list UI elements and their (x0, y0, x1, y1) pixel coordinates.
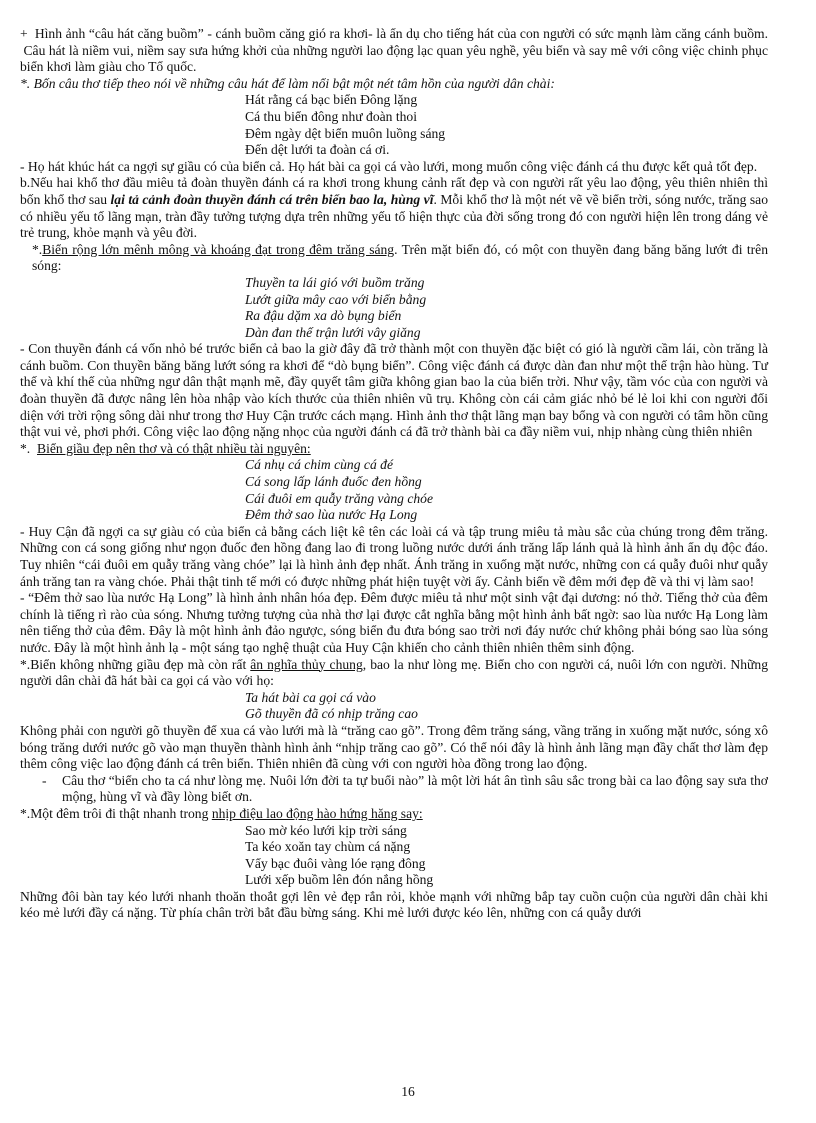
page-number: 16 (401, 1084, 415, 1099)
paragraph: - Con thuyền đánh cá vốn nhỏ bé trước biển cả bao la giờ đây đã trở thành một con thuyền đặc biệt có gió là người cầm lái, còn trăng là cánh buồm. Con thuyền băng băng lướt sóng ra khơi để “dò bụng biển”. Công việc đánh cá được dàn đan như một thế trận hào hùng. Tư thế và khí thế của những ngư dân thật mạnh mẽ, đầy quyết tâm giữa không gian bao la của biển trời. Như vậy, tầm vóc của con người và đoàn thuyền đã được nâng lên hòa nhập vào kích thước của thiên nhiên vũ trụ. Không còn cái cảm giác nhỏ bé lẻ loi khi con người đối diện với trời rộng sông dài như trong thơ Huy Cận trước cách mạng. Hình ảnh thơ thật lãng mạn bay bổng và con người có tâm hồn cũng thật vui vẻ, phơi phới. Công việc lao động nặng nhọc của người đánh cá đã trở thành bài ca đầy niềm vui, nhịp nhàng cùng thiên nhiên (20, 341, 768, 440)
dash-marker: - (42, 772, 47, 788)
poem-line: Lưới xếp buồm lên đón nắng hồng (245, 872, 434, 888)
document-body (20, 26, 768, 922)
paragraph-text: Câu thơ “biển cho ta cá như lòng mẹ. Nuôi lớn đời ta tự buổi nào” là một lời hát ân tình sâu sắc trong bài ca lao động say sưa thơ mộng, hùng vĩ và đầy lòng biết ơn. (62, 772, 768, 805)
poem-line: Dàn đan thế trận lưới vây giăng (245, 324, 421, 340)
paragraph: + Hình ảnh “câu hát căng buồm” - cánh buồm căng gió ra khơi- là ẩn dụ cho tiếng hát của con người có sức mạnh làm căng cánh buồm. Câu hát là niềm vui, niềm say sưa hứng khởi của những người lao động lạc quan yêu nghề, yêu biển và say mê với công việc chinh phục biển khơi làm giàu cho Tổ quốc. (20, 26, 768, 75)
poem-line: Đêm ngày dệt biển muôn luồng sáng (245, 125, 446, 141)
poem-stanza (20, 457, 768, 523)
paragraph: *.Biển rộng lớn mênh mông và khoáng đạt trong đêm trăng sáng. Trên mặt biển đó, có một con thuyền đang băng băng lướt đi trên sóng: (32, 241, 768, 274)
poem-line: Ra đậu dặm xa dò bụng biển (245, 308, 402, 324)
paragraph: b.Nếu hai khổ thơ đầu miêu tả đoàn thuyền đánh cá ra khơi trong khung cảnh rất đẹp và con người rất yêu lao động, yêu thiên nhiên thì bốn khổ thơ sau lại tả cảnh đoàn thuyền đánh cá trên biển bao la, hùng vĩ. Mỗi khổ thơ là một nét vẽ về biển trời, sóng nước, trăng sao có nhiều yếu tố lãng mạn, tràn đầy tưởng tượng dựa trên những yếu tố hiện thực của đời sống trong đó con người hiện lên trong dáng vẻ trẻ trung, khỏe mạnh và yêu đời. (20, 175, 769, 241)
poem-line: Cá thu biển đông như đoàn thoi (245, 108, 417, 124)
poem-line: Cá nhụ cá chim cùng cá đé (245, 457, 393, 473)
poem-stanza (20, 92, 768, 158)
poem-stanza (20, 823, 768, 889)
paragraph: *. Biển giầu đẹp nên thơ và có thật nhiều tài nguyên: (20, 440, 311, 456)
paragraph: - Huy Cận đã ngợi ca sự giàu có của biển cả bằng cách liệt kê tên các loài cá và tập trung miêu tả màu sắc của chúng trong đêm trăng. Những con cá song giống như ngọn đuốc đen hồng đang lao đi trong luồng nước dưới ánh trăng lấp lánh quả là hình ảnh ẩn dụ độc đáo. Tuy nhiên “cái đuôi em quẫy trăng vàng chóe” lại là hình ảnh đẹp nhất. Ánh trăng in xuống mặt nước, những con cá quẫy đuôi như quẫy ánh trăng tan ra vàng chóe. Phải thật tinh tế mới có được những phát hiện tuyệt vời ấy. Cảnh biển về đêm mới đẹp đẽ và thi vị làm sao! (20, 523, 768, 589)
poem-line: Đến dệt lưới ta đoàn cá ơi. (245, 142, 390, 158)
poem-line: Hát rằng cá bạc biển Đông lặng (245, 92, 418, 108)
paragraph: *.Biển không những giầu đẹp mà còn rất ân nghĩa thủy chung, bao la như lòng mẹ. Biển cho con người cá, nuôi lớn con người. Những người dân chài đã hát bài ca gọi cá vào với họ: (20, 656, 768, 689)
poem-line: Ta hát bài ca gọi cá vào (245, 689, 376, 705)
poem-line: Vẩy bạc đuôi vàng lóe rạng đông (245, 855, 426, 871)
poem-stanza (20, 690, 768, 723)
poem-line: Cái đuôi em quẫy trăng vàng chóe (245, 490, 434, 506)
paragraph: Những đôi bàn tay kéo lưới nhanh thoăn thoắt gợi lên vẻ đẹp rắn rỏi, khỏe mạnh với những bắp tay cuồn cuộn của người dân chài khi kéo mẻ lưới đầy cá nặng. Từ phía chân trời bắt đầu bừng sáng. Khi mẻ lưới được kéo lên, những con cá quẫy dưới (20, 888, 768, 921)
paragraph: - “Đêm thở sao lùa nước Hạ Long” là hình ảnh nhân hóa đẹp. Đêm được miêu tả như một sinh vật đại dương: nó thở. Tiếng thở của đêm chính là tiếng rì rào của sóng. Nhưng tưởng tượng của nhà thơ lại được cắt nghĩa bằng một hình ảnh bất ngờ: sao lùa nước Hạ Long làm nên tiếng thở của đêm. Đây là một hình ảnh đảo ngược, sóng biển đu đưa bóng sao trời nơi đáy nước chứ không phải bóng sao lùa sóng nước. Đây là một hình ảnh lạ - một sáng tạo nghệ thuật của Huy Cận khiến cho cảnh thiên nhiên thêm sinh động. (20, 590, 768, 655)
poem-line: Thuyền ta lái gió với buồm trăng (245, 274, 425, 290)
poem-stanza (20, 275, 768, 341)
poem-line: Gõ thuyền đã có nhịp trăng cao (245, 706, 418, 722)
poem-line: Cá song lấp lánh đuốc đen hồng (245, 474, 422, 490)
poem-line: Ta kéo xoăn tay chùm cá nặng (245, 839, 411, 855)
bullet-paragraph (20, 773, 768, 806)
poem-line: Sao mờ kéo lưới kịp trời sáng (245, 822, 407, 838)
paragraph: Không phải con người gõ thuyền để xua cá vào lưới mà là “trăng cao gõ”. Trong đêm trăng sáng, vầng trăng in xuống mặt nước, sóng xô bóng trăng dưới nước gõ vào mạn thuyền thành hình ảnh “nhịp trăng cao gõ”. Có thể nói đây là hình ảnh lãng mạn đầy chất thơ làm đẹp thêm công việc lao động đánh cá trên biển. Thiên nhiên đã cùng với con người hòa đồng trong lao động. (20, 722, 768, 772)
poem-line: Lướt giữa mây cao với biển bằng (245, 291, 427, 307)
poem-line: Đêm thở sao lùa nước Hạ Long (245, 507, 418, 523)
paragraph: *. Bốn câu thơ tiếp theo nói về những câu hát để làm nổi bật một nét tâm hồn của người dân chài: (20, 75, 555, 91)
paragraph: *.Một đêm trôi đi thật nhanh trong nhịp điệu lao động hào hứng hăng say: (20, 805, 423, 821)
paragraph: - Họ hát khúc hát ca ngợi sự giầu có của biển cả. Họ hát bài ca gọi cá vào lưới, mong muốn công việc đánh cá thu được kết quả tốt đẹp. (20, 158, 758, 174)
